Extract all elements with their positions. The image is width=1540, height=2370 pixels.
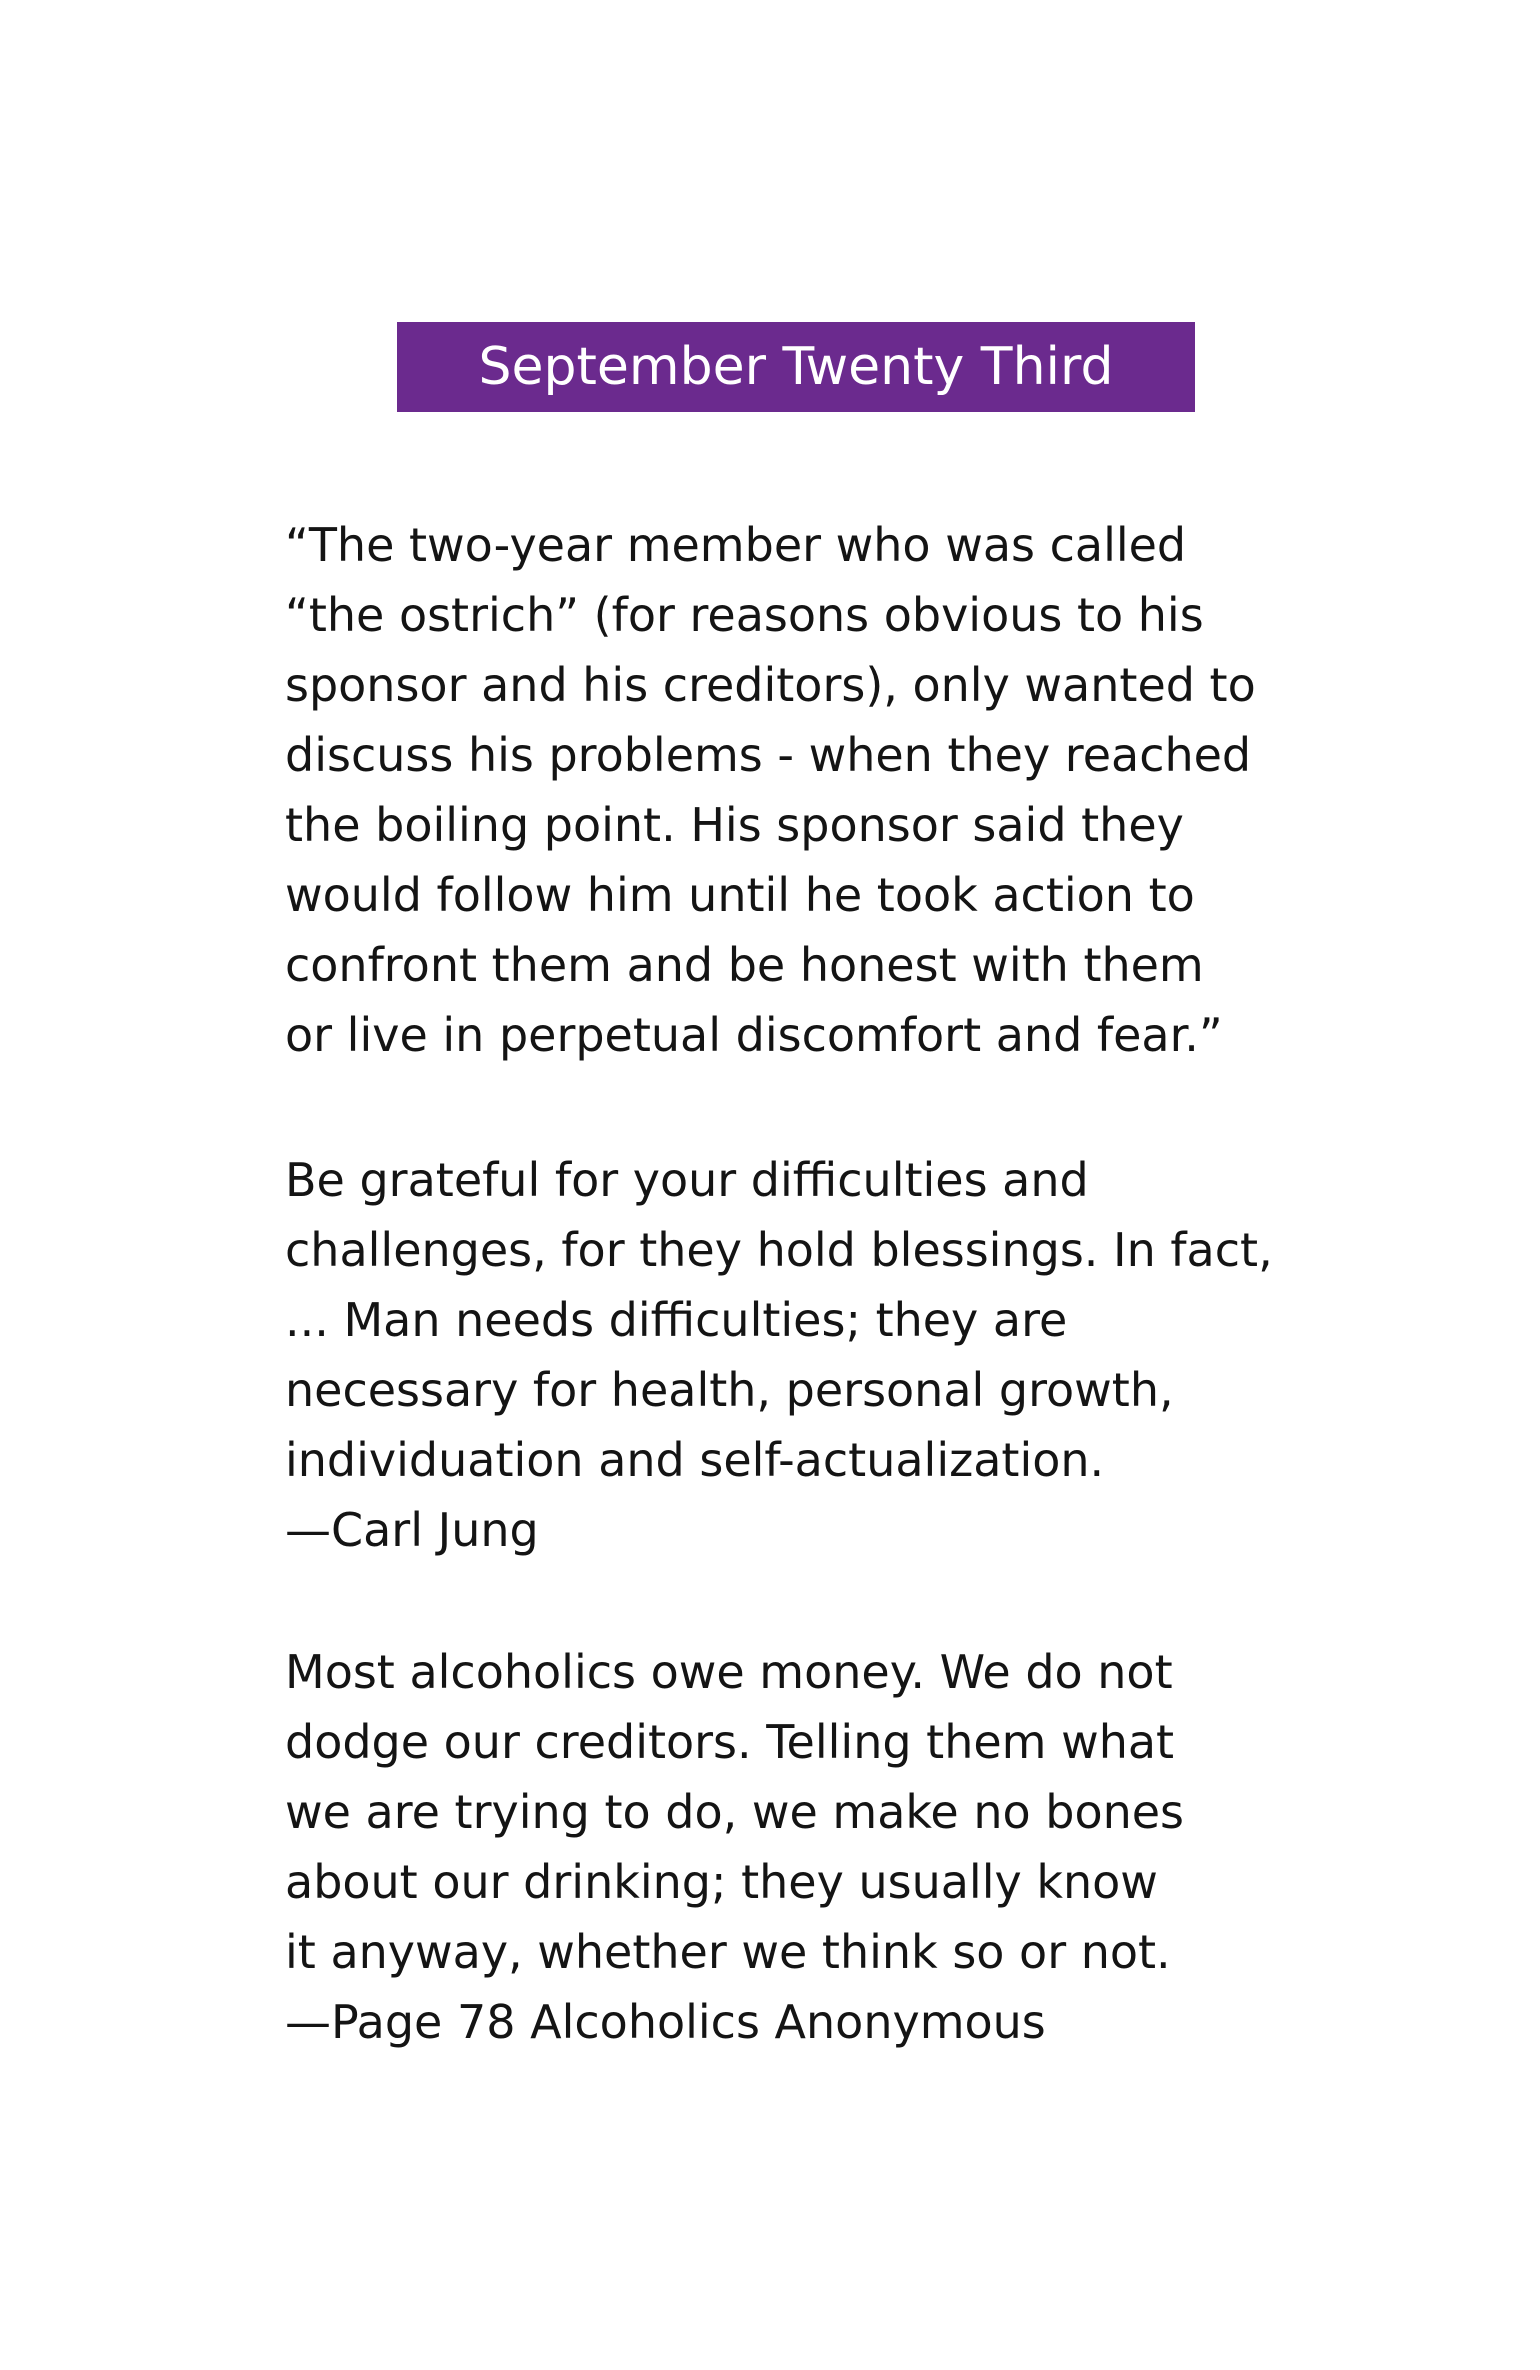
quote-line: confront them and be honest with them	[285, 938, 1204, 992]
quote-line: sponsor and his creditors), only wanted to	[285, 658, 1256, 712]
big-book-line: it anyway, whether we think so or not.	[285, 1925, 1171, 1979]
big-book-line: about our drinking; they usually know	[285, 1855, 1158, 1909]
big-book-line: dodge our creditors. Telling them what	[285, 1715, 1175, 1769]
jung-line: challenges, for they hold blessings. In fact,	[285, 1223, 1273, 1277]
quote-line: “The two-year member who was called	[285, 518, 1187, 572]
big-book-attribution: —Page 78 Alcoholics Anonymous	[285, 1995, 1046, 2049]
page-title: September Twenty Third	[397, 322, 1195, 412]
quote-line: “the ostrich” (for reasons obvious to his	[285, 588, 1204, 642]
quote-line: or live in perpetual discomfort and fear.”	[285, 1008, 1223, 1062]
jung-line: Be grateful for your difficulties and	[285, 1153, 1089, 1207]
jung-line: individuation and self-actualization.	[285, 1433, 1105, 1487]
jung-line: ... Man needs difficulties; they are	[285, 1293, 1068, 1347]
quote-line: would follow him until he took action to	[285, 868, 1195, 922]
quote-line: discuss his problems - when they reached	[285, 728, 1252, 782]
big-book-line: we are trying to do, we make no bones	[285, 1785, 1185, 1839]
quote-line: the boiling point. His sponsor said they	[285, 798, 1184, 852]
jung-attribution: —Carl Jung	[285, 1503, 539, 1557]
big-book-line: Most alcoholics owe money. We do not	[285, 1645, 1173, 1699]
jung-line: necessary for health, personal growth,	[285, 1363, 1174, 1417]
